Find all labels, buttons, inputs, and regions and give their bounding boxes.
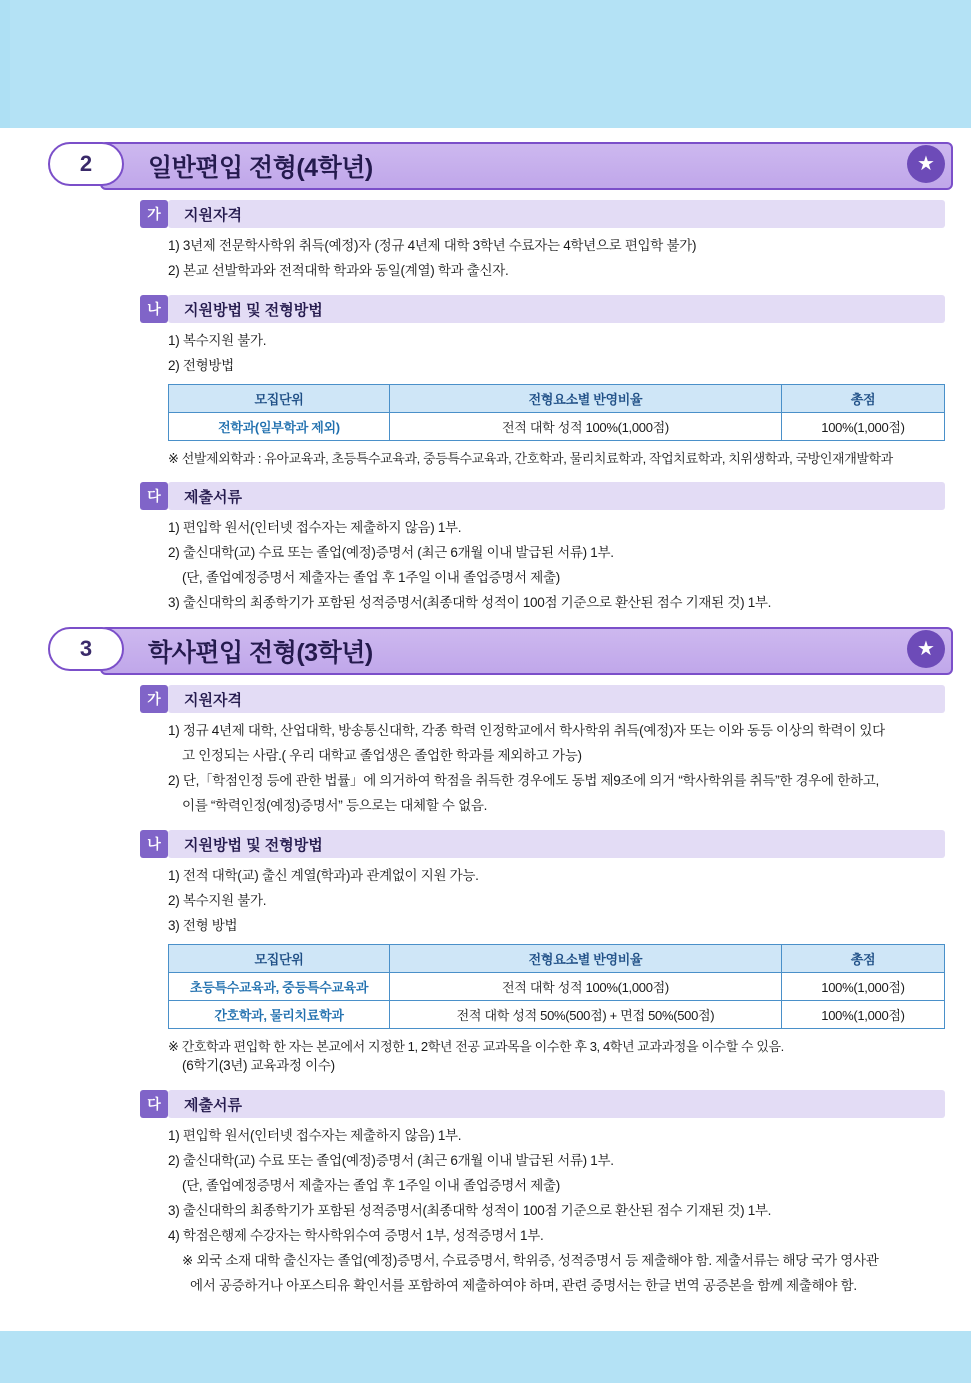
table-header-row bbox=[169, 385, 945, 413]
body-line: 에서 공증하거나 아포스티유 확인서를 포함하여 제출하여야 하며, 관련 증명서는 한글 번역 공증본을 함께 제출해야 함. bbox=[190, 1278, 857, 1293]
body-line: (단, 졸업예정증명서 제출자는 졸업 후 1주일 이내 졸업증명서 제출) bbox=[182, 570, 560, 585]
table-cell-unit: 초등특수교육과, 중등특수교육과 bbox=[169, 973, 390, 1001]
body-line: (단, 졸업예정증명서 제출자는 졸업 후 1주일 이내 졸업증명서 제출) bbox=[182, 1178, 560, 1193]
body-line: 2) 단,「학점인정 등에 관한 법률」에 의거하여 학점을 취득한 경우에도 동법 제9조에 의거 “학사학위를 취득”한 경우에 한하고, bbox=[168, 773, 879, 788]
subsection-badge: 다 bbox=[140, 482, 168, 510]
section-header bbox=[48, 627, 953, 671]
subsection-header-bar bbox=[168, 482, 945, 510]
table-header-cell: 총점 bbox=[782, 385, 945, 413]
subsection-body bbox=[168, 1126, 945, 1296]
document-body bbox=[0, 128, 971, 1301]
section-header bbox=[48, 142, 953, 186]
subsection-body bbox=[168, 236, 945, 281]
subsection-header-bar bbox=[168, 685, 945, 713]
admission-table bbox=[168, 384, 945, 441]
subsection-badge: 나 bbox=[140, 295, 168, 323]
note-line: ※ 간호학과 편입학 한 자는 본교에서 지정한 1, 2학년 전공 교과목을 이수한 후 3, 4학년 교과과정을 이수할 수 있음. bbox=[168, 1039, 784, 1054]
body-line: 2) 출신대학(교) 수료 또는 졸업(예정)증명서 (최근 6개월 이내 발급된 서류) 1부. bbox=[168, 545, 614, 560]
subsection-notes bbox=[168, 449, 945, 468]
section-title: 학사편입 전형(3학년) bbox=[148, 639, 373, 667]
body-line: 3) 출신대학의 최종학기가 포함된 성적증명서(최종대학 성적이 100점 기준으로 환산된 점수 기재된 것) 1부. bbox=[168, 1203, 772, 1218]
table-header-cell: 총점 bbox=[782, 945, 945, 973]
subsection-header-documents bbox=[140, 482, 945, 510]
section-number: 3 bbox=[48, 627, 124, 671]
table-cell-unit: 간호학과, 물리치료학과 bbox=[169, 1001, 390, 1029]
body-line: ※ 외국 소재 대학 출신자는 졸업(예정)증명서, 수료증명서, 학위증, 성적증명서 등 제출해야 함. 제출서류는 해당 국가 영사관 bbox=[182, 1253, 879, 1268]
table-cell-total: 100%(1,000점) bbox=[782, 973, 945, 1001]
bottom-decoration-band bbox=[0, 1331, 971, 1383]
table-row bbox=[169, 973, 945, 1001]
section-bachelor-transfer bbox=[0, 627, 971, 1296]
body-line: 3) 전형 방법 bbox=[168, 918, 238, 933]
body-line: 1) 복수지원 불가. bbox=[168, 333, 267, 348]
subsection-title: 지원자격 bbox=[184, 692, 242, 709]
subsection-notes bbox=[168, 1037, 945, 1076]
admission-table-wrapper bbox=[168, 944, 945, 1029]
top-decoration-band bbox=[0, 0, 971, 128]
subsection-badge: 다 bbox=[140, 1090, 168, 1118]
table-header-cell: 모집단위 bbox=[169, 945, 390, 973]
subsection-header-documents bbox=[140, 1090, 945, 1118]
subsection-header-qualification bbox=[140, 685, 945, 713]
subsection-badge: 나 bbox=[140, 830, 168, 858]
subsection-title: 제출서류 bbox=[184, 489, 242, 506]
table-cell-total: 100%(1,000점) bbox=[782, 1001, 945, 1029]
section-number: 2 bbox=[48, 142, 124, 186]
subsection-header-bar bbox=[168, 200, 945, 228]
subsection-header-bar bbox=[168, 1090, 945, 1118]
subsection-header-method bbox=[140, 830, 945, 858]
body-line: 2) 복수지원 불가. bbox=[168, 893, 267, 908]
top-decoration-band-inner bbox=[10, 0, 971, 128]
body-line: 2) 출신대학(교) 수료 또는 졸업(예정)증명서 (최근 6개월 이내 발급된 서류) 1부. bbox=[168, 1153, 614, 1168]
body-line: 4) 학점은행제 수강자는 학사학위수여 증명서 1부, 성적증명서 1부. bbox=[168, 1228, 544, 1243]
star-icon: ★ bbox=[907, 630, 945, 668]
subsection-body bbox=[168, 518, 945, 613]
table-cell-unit: 전학과(일부학과 제외) bbox=[169, 413, 390, 441]
body-line: 1) 편입학 원서(인터넷 접수자는 제출하지 않음) 1부. bbox=[168, 1128, 462, 1143]
table-header-cell: 전형요소별 반영비율 bbox=[390, 385, 782, 413]
table-cell-ratio: 전적 대학 성적 100%(1,000점) bbox=[390, 973, 782, 1001]
table-cell-ratio: 전적 대학 성적 50%(500점) + 면접 50%(500점) bbox=[390, 1001, 782, 1029]
body-line: 이를 “학력인정(예정)증명서” 등으로는 대체할 수 없음. bbox=[182, 798, 488, 813]
subsection-title: 제출서류 bbox=[184, 1097, 242, 1114]
subsection-title: 지원방법 및 전형방법 bbox=[184, 837, 323, 854]
subsection-title: 지원방법 및 전형방법 bbox=[184, 302, 323, 319]
star-icon: ★ bbox=[907, 145, 945, 183]
body-line: 2) 본교 선발학과와 전적대학 학과와 동일(계열) 학과 출신자. bbox=[168, 263, 509, 278]
section-general-transfer bbox=[0, 142, 971, 613]
table-row bbox=[169, 413, 945, 441]
subsection-badge: 가 bbox=[140, 200, 168, 228]
admission-table bbox=[168, 944, 945, 1029]
table-cell-total: 100%(1,000점) bbox=[782, 413, 945, 441]
body-line: 2) 전형방법 bbox=[168, 358, 234, 373]
subsection-header-qualification bbox=[140, 200, 945, 228]
note-line: ※ 선발제외학과 : 유아교육과, 초등특수교육과, 중등특수교육과, 간호학과, 물리치료학과, 작업치료학과, 치위생학과, 국방인재개발학과 bbox=[168, 451, 893, 466]
admission-table-wrapper bbox=[168, 384, 945, 441]
subsection-badge: 가 bbox=[140, 685, 168, 713]
subsection-title: 지원자격 bbox=[184, 207, 242, 224]
body-line: 3) 출신대학의 최종학기가 포함된 성적증명서(최종대학 성적이 100점 기준으로 환산된 점수 기재된 것) 1부. bbox=[168, 595, 772, 610]
table-header-cell: 모집단위 bbox=[169, 385, 390, 413]
subsection-body bbox=[168, 331, 945, 376]
subsection-body bbox=[168, 721, 945, 816]
note-line: (6학기(3년) 교육과정 이수) bbox=[182, 1058, 335, 1073]
table-row bbox=[169, 1001, 945, 1029]
subsection-header-method bbox=[140, 295, 945, 323]
body-line: 1) 3년제 전문학사학위 취득(예정)자 (정규 4년제 대학 3학년 수료자는 4학년으로 편입학 불가) bbox=[168, 238, 697, 253]
body-line: 1) 정규 4년제 대학, 산업대학, 방송통신대학, 각종 학력 인정학교에서 학사학위 취득(예정)자 또는 이와 동등 이상의 학력이 있다 bbox=[168, 723, 885, 738]
section-title: 일반편입 전형(4학년) bbox=[148, 154, 373, 182]
table-cell-ratio: 전적 대학 성적 100%(1,000점) bbox=[390, 413, 782, 441]
subsection-body bbox=[168, 866, 945, 936]
table-header-cell: 전형요소별 반영비율 bbox=[390, 945, 782, 973]
body-line: 1) 전적 대학(교) 출신 계열(학과)과 관계없이 지원 가능. bbox=[168, 868, 479, 883]
table-header-row bbox=[169, 945, 945, 973]
body-line: 1) 편입학 원서(인터넷 접수자는 제출하지 않음) 1부. bbox=[168, 520, 462, 535]
body-line: 고 인정되는 사람.( 우리 대학교 졸업생은 졸업한 학과를 제외하고 가능) bbox=[182, 748, 582, 763]
